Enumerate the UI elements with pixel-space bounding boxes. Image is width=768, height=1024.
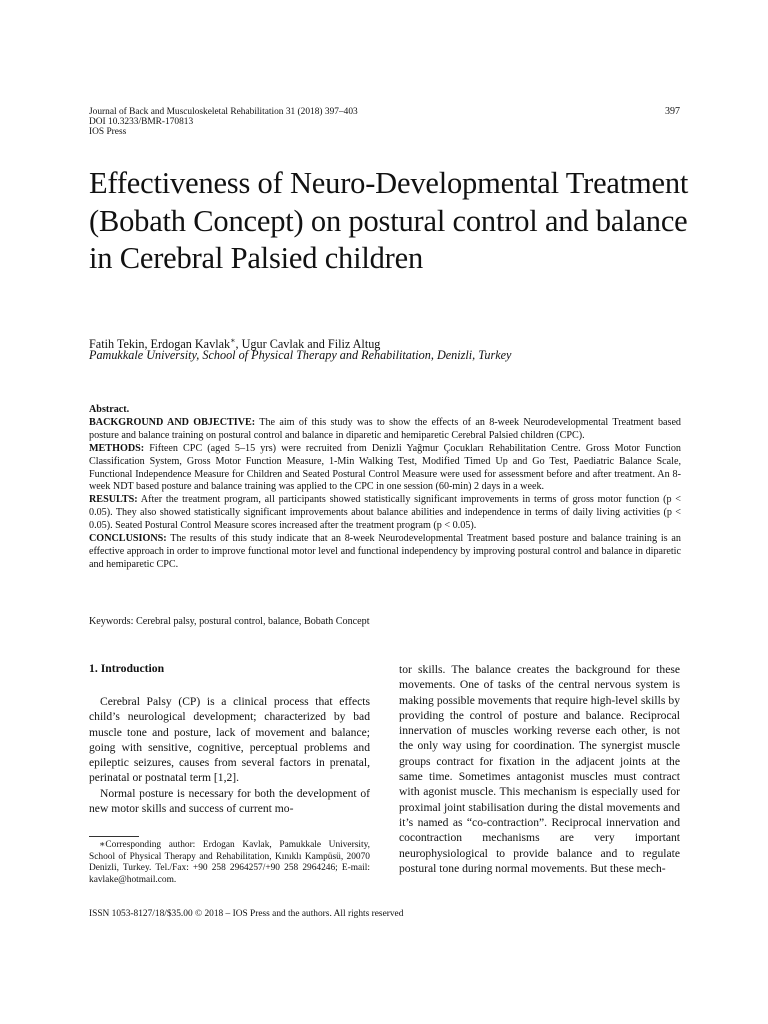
authors-first: Fatih Tekin, Erdogan Kavlak xyxy=(89,337,231,352)
doi: DOI 10.3233/BMR-170813 xyxy=(89,117,194,127)
abstract-methods: METHODS: Fifteen CPC (aged 5–15 yrs) were recruited from Denizli Yağmur Çocukları Rehabilitation Centre. Gross Motor Function Classification System, Gross Motor Function Measure, 1-Min Walking Test, Modified Timed Up and Go Test, Paediatric Balance Scale, Functional Independence Measure for Children and Seated Postural Control Measure were used for assessment before and after treatment. An 8-week NDT based posture and balance training was applied to the CPC in one session (60-min) 2 days in a week. xyxy=(89,442,681,493)
corresponding-marker: ∗ xyxy=(230,336,236,345)
abstract-results: RESULTS: After the treatment program, all participants showed statistically significant improvements in terms of gross motor function (p < 0.05). They also showed statistically significant improvements about balance abilities and independence in terms of daily living activities (p < 0.05). Seated Postural Control Measure scores increased after the treatment program (p < 0.05). xyxy=(89,494,681,532)
abstract-background: BACKGROUND AND OBJECTIVE: The aim of this study was to show the effects of an 8-week Neurodevelopmental Treatment based posture and balance training on postural control and balance in diparetic and hemiparetic Cerebral Palsied children (CPC). xyxy=(89,416,681,441)
article-title: Effectiveness of Neuro-Developmental Treatment (Bobath Concept) on postural control and balance in Cerebral Palsied children xyxy=(89,166,689,275)
intro-left-column xyxy=(89,694,370,816)
journal-info xyxy=(89,107,358,137)
intro-paragraph-2-continued: tor skills. The balance creates the background for these movements. One of tasks of the central nervous system is making possible movements that require high-level skills by providing the control of posture and balance. Reciprocal innervation of muscles working reverse each other, is not the only way using for coordination. The synergist muscle groups contract for fixation in the adjacent joints at the same time. Sometimes antagonist muscles must contract with agonist muscle. This mechanism is especially used for proximal joint stabilisation during the distal movements and it’s named as “co-contraction”. Reciprocal innervation and cocontraction mechanisms are very important neurophysiological to provide balance and to regulate postural tone during normal movements. But these mech- xyxy=(399,663,680,875)
abstract-conclusions: CONCLUSIONS: The results of this study indicate that an 8-week Neurodevelopmental Treatment based posture and balance training is an effective approach in order to improve functional motor level and functional independency by improving postural control and balance in diparetic and hemiparetic CPC. xyxy=(89,533,681,570)
footnote-rule xyxy=(89,836,139,837)
abstract xyxy=(89,404,681,572)
authors-rest: , Ugur Cavlak and Filiz Altug xyxy=(235,337,381,352)
footnote: ∗Corresponding author: Erdogan Kavlak, Pamukkale University, School of Physical Therapy and Rehabilitation, Kınıklı Kampüsü, 20070 Denizli, Turkey. Tel./Fax: +90 258 2964257/+90 258 2964246; E-mail: kavlake@hotmail.com. xyxy=(89,840,370,885)
journal-citation: Journal of Back and Musculoskeletal Rehabilitation 31 (2018) 397–403 xyxy=(89,107,358,117)
section-heading-introduction: 1. Introduction xyxy=(89,662,165,675)
publisher: IOS Press xyxy=(89,127,127,137)
page-number: 397 xyxy=(665,106,680,117)
issn-copyright: ISSN 1053-8127/18/$35.00 © 2018 – IOS Press and the authors. All rights reserved xyxy=(89,909,404,919)
keywords: Keywords: Cerebral palsy, postural control, balance, Bobath Concept xyxy=(89,616,370,627)
abstract-heading: Abstract. xyxy=(89,404,130,415)
affiliation: Pamukkale University, School of Physical Therapy and Rehabilitation, Denizli, Turkey xyxy=(89,348,512,362)
intro-paragraph-2: Normal posture is necessary for both the development of new motor skills and success of current mo- xyxy=(89,786,370,816)
intro-paragraph-1: Cerebral Palsy (CP) is a clinical process that effects child’s neurological development; characterized by bad muscle tone and posture, lack of movement and balance; going with sensitive, cognitive, perceptual problems and epileptic seizures, causes from several factors in prenatal, perinatal or postnatal term [1,2]. xyxy=(89,695,370,785)
intro-right-column xyxy=(399,662,680,876)
